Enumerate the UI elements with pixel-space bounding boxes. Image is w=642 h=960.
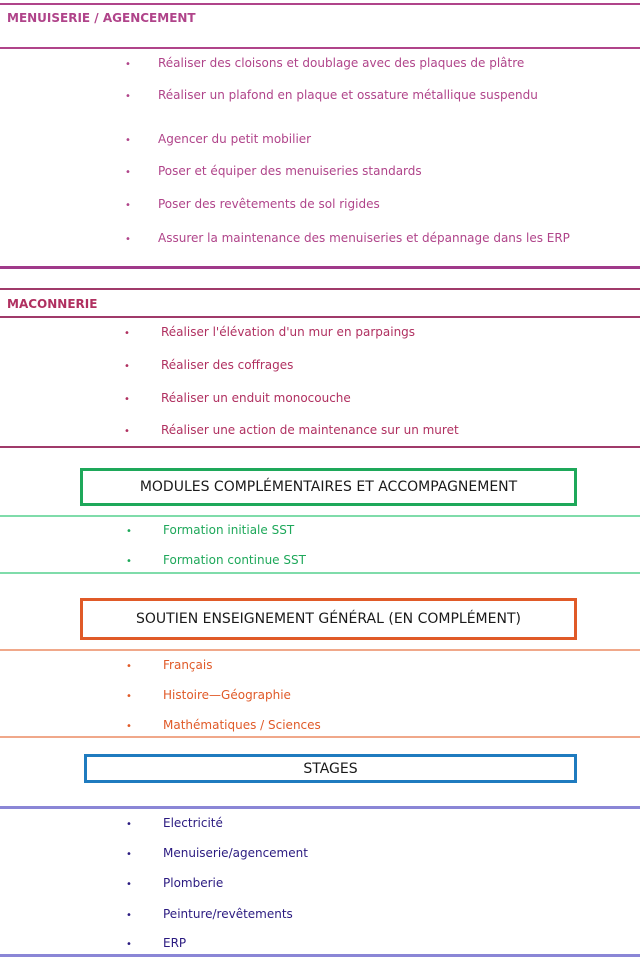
list-item: Poser des revêtements de sol rigides bbox=[158, 197, 380, 211]
bullet-icon: • bbox=[125, 167, 131, 178]
list-item: Agencer du petit mobilier bbox=[158, 132, 312, 146]
bullet-icon: • bbox=[125, 91, 131, 102]
soutien-title: SOUTIEN ENSEIGNEMENT GÉNÉRAL (EN COMPLÉMENT) bbox=[136, 611, 521, 627]
maconnerie-heading-rule bbox=[0, 316, 640, 318]
modules-title-box bbox=[80, 468, 577, 506]
soutien-bottom-rule bbox=[0, 736, 640, 738]
list-item: Electricité bbox=[163, 816, 223, 830]
soutien-top-rule bbox=[0, 649, 640, 651]
soutien-title-box bbox=[80, 598, 577, 640]
stages-title-box bbox=[84, 754, 577, 783]
bullet-icon: • bbox=[124, 394, 130, 405]
list-item: Réaliser l'élévation d'un mur en parpaings bbox=[161, 325, 416, 339]
bullet-icon: • bbox=[126, 879, 132, 890]
modules-title: MODULES COMPLÉMENTAIRES ET ACCOMPAGNEMENT bbox=[139, 479, 518, 495]
list-item: Peinture/revêtements bbox=[163, 907, 293, 921]
bullet-icon: • bbox=[124, 361, 130, 372]
bullet-icon: • bbox=[126, 526, 132, 537]
list-item: Réaliser des coffrages bbox=[161, 358, 294, 372]
bullet-icon: • bbox=[126, 721, 132, 732]
menuiserie-heading-rule bbox=[0, 47, 640, 49]
bullet-icon: • bbox=[125, 200, 131, 211]
bullet-icon: • bbox=[124, 426, 130, 437]
list-item: Réaliser une action de maintenance sur un muret bbox=[161, 423, 459, 437]
stages-title: STAGES bbox=[303, 760, 358, 777]
list-item: Formation continue SST bbox=[163, 553, 306, 567]
modules-top-rule bbox=[0, 515, 640, 517]
bullet-icon: • bbox=[124, 328, 130, 339]
list-item: Histoire—Géographie bbox=[163, 688, 291, 702]
list-item: ERP bbox=[163, 936, 187, 950]
list-item: Mathématiques / Sciences bbox=[163, 718, 321, 732]
list-item: Réaliser un plafond en plaque et ossature métallique suspendu bbox=[158, 88, 538, 102]
bullet-icon: • bbox=[126, 691, 132, 702]
list-item: Français bbox=[163, 658, 213, 672]
list-item: Menuiserie/agencement bbox=[163, 846, 308, 860]
bullet-icon: • bbox=[126, 556, 132, 567]
bullet-icon: • bbox=[126, 849, 132, 860]
menuiserie-heading: MENUISERIE / AGENCEMENT bbox=[7, 11, 196, 25]
modules-bottom-rule bbox=[0, 572, 640, 574]
bullet-icon: • bbox=[126, 819, 132, 830]
maconnerie-heading: MACONNERIE bbox=[7, 297, 98, 311]
maconnerie-bottom-rule bbox=[0, 446, 640, 448]
menuiserie-bottom-rule bbox=[0, 266, 640, 269]
bullet-icon: • bbox=[125, 234, 131, 245]
list-item: Plomberie bbox=[163, 876, 224, 890]
stages-top-rule bbox=[0, 806, 640, 809]
list-item: Réaliser un enduit monocouche bbox=[161, 391, 351, 405]
bullet-icon: • bbox=[126, 661, 132, 672]
bullet-icon: • bbox=[126, 910, 132, 921]
menuiserie-top-rule bbox=[0, 3, 640, 5]
list-item: Assurer la maintenance des menuiseries et dépannage dans les ERP bbox=[158, 231, 570, 245]
bullet-icon: • bbox=[125, 135, 131, 146]
maconnerie-top-rule bbox=[0, 288, 640, 290]
bullet-icon: • bbox=[125, 59, 131, 70]
bullet-icon: • bbox=[126, 939, 132, 950]
list-item: Réaliser des cloisons et doublage avec des plaques de plâtre bbox=[158, 56, 525, 70]
list-item: Poser et équiper des menuiseries standards bbox=[158, 164, 422, 178]
stages-bottom-rule bbox=[0, 954, 640, 957]
list-item: Formation initiale SST bbox=[163, 523, 295, 537]
